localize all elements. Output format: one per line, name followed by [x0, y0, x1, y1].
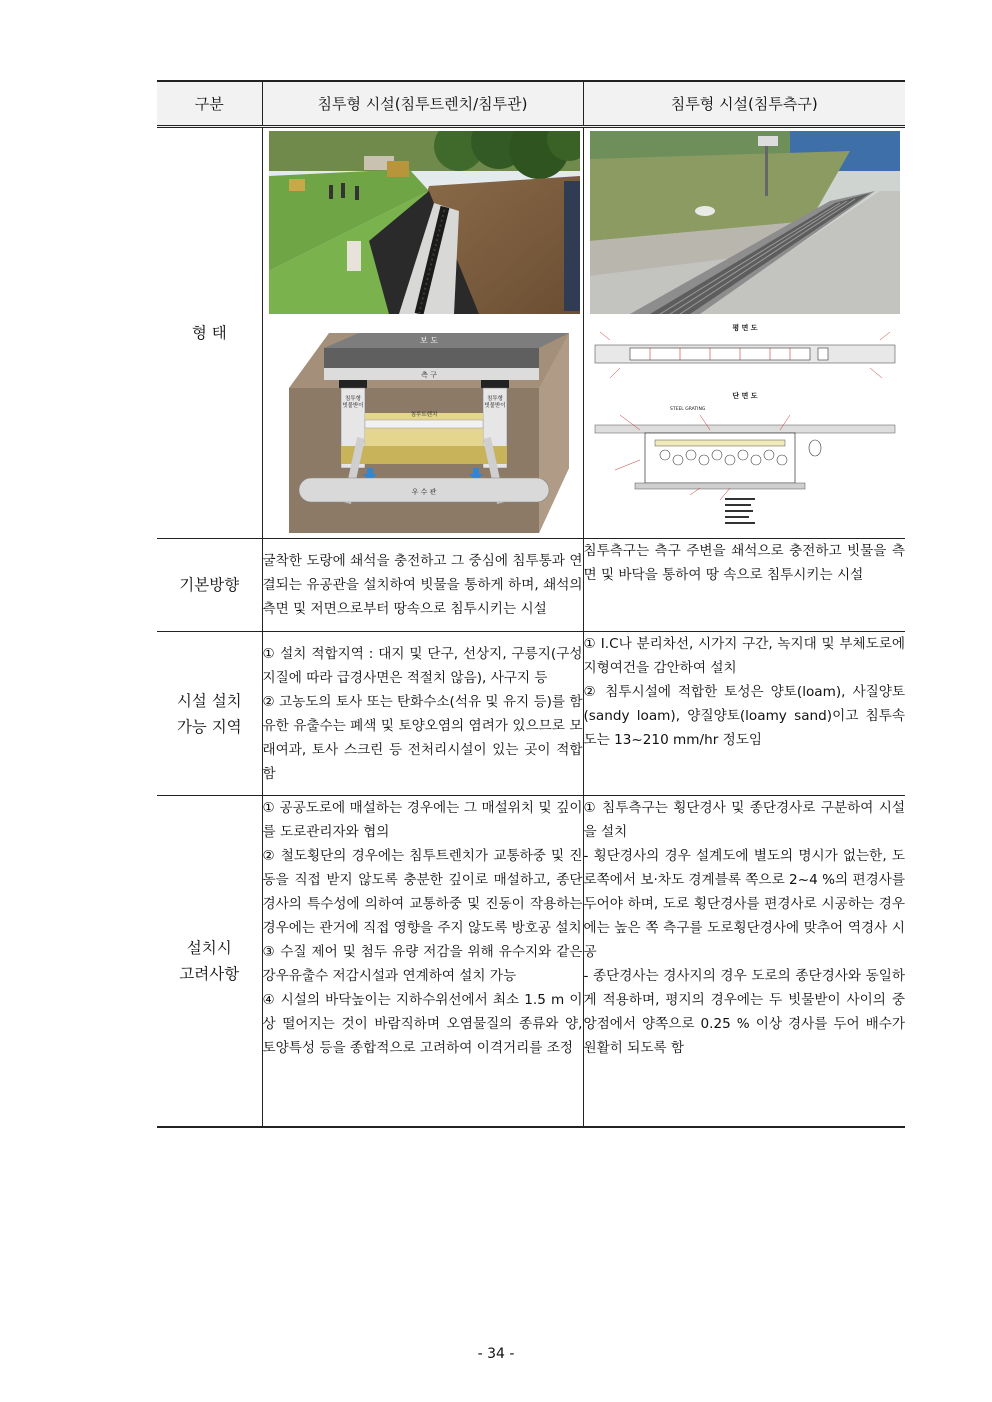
consider-gutter-item-3: - 종단경사는 경사지의 경우 도로의 종단경사와 동일하게 적용하며, 평지의 경우에는 두 빗물받이 사이의 중앙점에서 양쪽으로 0.25 % 이상 경사를 두어 배수가 원활히 되도록 함 [583, 968, 905, 1056]
header-row [157, 81, 905, 127]
area-gutter-item-2: ② 침투시설에 적합한 토성은 양토(loam), 사질양토(sandy loam), 양질양토(loamy sand)이고 침투속도는 13~210 mm/hr 정도임 [583, 684, 905, 748]
area-trench-item-1: ① 설치 적합지역 : 대지 및 단구, 선상지, 구릉지(구성 지질에 따라 급경사면은 적절치 않음), 사구지 등 [262, 645, 583, 686]
consider-gutter-item-1: ① 침투측구는 횡단경사 및 종단경사로 구분하여 시설을 설치 [583, 800, 905, 840]
gutter-drawing [590, 320, 900, 534]
consider-trench-item-4: ④ 시설의 바닥높이는 지하수위선에서 최소 1.5 m 이상 떨어지는 것이 바람직하며 오염물질의 종류와 양, 토양특성 등을 종합적으로 고려하여 이격거리를 조정 [262, 992, 583, 1056]
label-steel-grating: STEEL GRATING [669, 407, 705, 412]
cell-gutter-images [583, 127, 905, 539]
label-consider-line1: 설치시 [186, 939, 232, 957]
row-form [157, 127, 905, 539]
label-sidewalk: 보 도 [419, 336, 438, 345]
trench-diagram [269, 328, 580, 536]
trench-photo [269, 131, 580, 314]
area-gutter-item-1: ① I.C나 분리차선, 시가지 구간, 녹지대 및 부체도로에 지형여건을 감안하여 설치 [583, 636, 905, 676]
label-section: 단 면 도 [731, 392, 758, 400]
label-consider [157, 796, 262, 1128]
direction-trench: 굴착한 도랑에 쇄석을 충전하고 그 중심에 침투통과 연결되는 유공관을 설치하여 빗물을 통하게 하며, 쇄석의 측면 및 저면으로부터 땅속으로 침투시키는 시설 [262, 539, 583, 632]
svg-text:빗물받이: 빗물받이 [483, 403, 506, 409]
gutter-photo [590, 131, 900, 314]
area-gutter [583, 632, 905, 796]
label-form: 형 태 [157, 127, 262, 539]
label-plan: 평 면 도 [731, 324, 758, 332]
consider-trench-item-3: ③ 수질 제어 및 첨두 유량 저감을 위해 유수지와 같은 강우유출수 저감시설과 연계하여 설치 가능 [262, 944, 583, 984]
label-area-line1: 시설 설치 [176, 691, 242, 710]
label-right-inlet: 침투형 [486, 396, 503, 402]
header-category: 구분 [157, 81, 262, 127]
label-left-inlet: 침투형 [344, 396, 361, 402]
row-consider [157, 796, 905, 1128]
area-trench [262, 632, 583, 796]
cell-trench-images [262, 127, 583, 539]
header-trench: 침투형 시설(침투트렌치/침투관) [262, 81, 583, 127]
row-direction [157, 539, 905, 632]
label-trench: 침투트렌치 [410, 412, 437, 418]
label-area-line2: 가능 지역 [176, 717, 242, 736]
row-area [157, 632, 905, 796]
header-gutter: 침투형 시설(침투측구) [583, 81, 905, 127]
consider-trench-item-1: ① 공공도로에 매설하는 경우에는 그 매설위치 및 깊이를 도로관리자와 협의 [262, 800, 583, 840]
consider-trench-item-2: ② 철도횡단의 경우에는 침투트렌치가 교통하중 및 진동을 직접 받지 않도록 충분한 깊이로 매설하고, 종단경사의 특수성에 의하여 교통하중 및 진동이 작용하는 경우에는 관거에 직접 영향을 주지 않도록 방호공 설치 [262, 848, 583, 936]
direction-gutter: 침투측구는 측구 주변을 쇄석으로 충전하고 빗물을 측면 및 바닥을 통하여 땅 속으로 침투시키는 시설 [583, 539, 905, 632]
label-consider-line2: 고려사항 [179, 965, 240, 983]
svg-text:빗물받이: 빗물받이 [341, 403, 364, 409]
label-gutter: 측 구 [420, 371, 437, 379]
consider-gutter [583, 796, 905, 1128]
label-pipe: 우 수 관 [411, 488, 436, 496]
page-number: - 34 - [477, 1346, 515, 1362]
area-trench-item-2: ② 고농도의 토사 또는 탄화수소(석유 및 유지 등)를 함유한 유출수는 폐색 및 토양오염의 염려가 있으므로 모래여과, 토사 스크린 등 전처리시설이 있는 곳이 적합함 [262, 693, 583, 782]
consider-trench [262, 796, 583, 1128]
label-direction: 기본방향 [157, 539, 262, 632]
consider-gutter-item-2: - 횡단경사의 경우 설계도에 별도의 명시가 없는한, 도로쪽에서 보·차도 경계블록 쪽으로 2~4 %의 편경사를 두어야 하며, 도로 횡단경사를 편경사로 시공하는 경우에는 높은 쪽 측구를 도로횡단경사에 맞추어 역경사 시공 [583, 848, 905, 960]
comparison-table [157, 80, 905, 1128]
label-area [157, 632, 262, 796]
